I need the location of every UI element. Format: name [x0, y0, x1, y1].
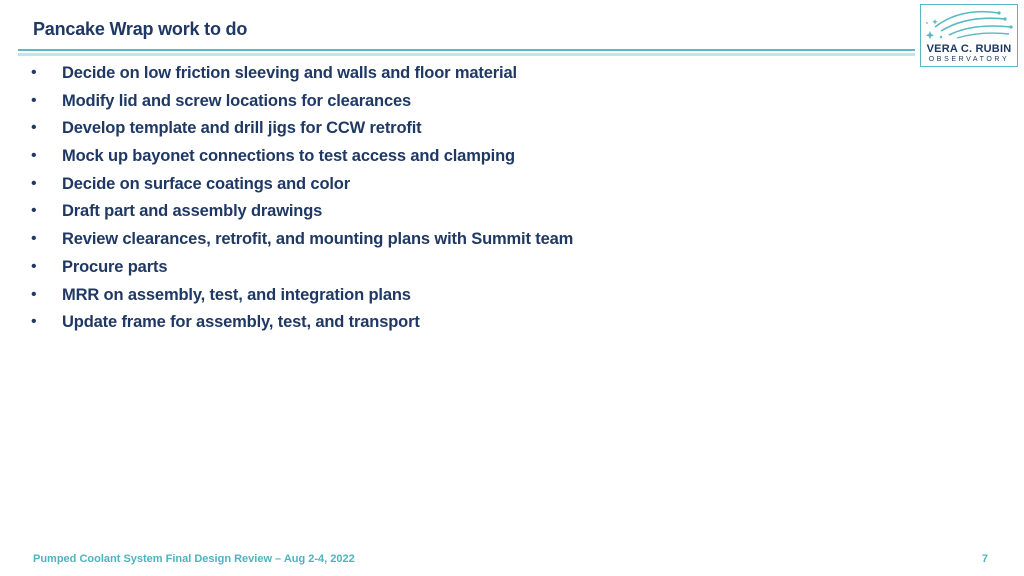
page-number: 7: [981, 553, 988, 565]
list-item-text: Develop template and drill jigs for CCW retrofit: [62, 119, 422, 138]
list-item: [0, 311, 573, 339]
title-divider: [18, 49, 915, 51]
title-divider-light: [18, 53, 915, 56]
list-item-text: Decide on low friction sleeving and walls and floor material: [62, 64, 517, 82]
list-item: [0, 173, 573, 201]
bullet-marker: •: [31, 119, 37, 137]
rubin-observatory-logo: [920, 4, 1018, 67]
list-item: [0, 284, 573, 312]
bullet-marker: •: [31, 91, 37, 109]
list-item-text: Update frame for assembly, test, and transport: [62, 313, 420, 332]
list-item: [0, 145, 573, 173]
list-item: [0, 117, 573, 145]
list-item: [0, 200, 573, 228]
list-item-text: Mock up bayonet connections to test access and clamping: [62, 147, 515, 166]
bullet-marker: •: [31, 313, 37, 331]
bullet-marker: •: [31, 174, 37, 192]
list-item: [0, 256, 573, 284]
bullet-marker: •: [31, 147, 37, 165]
bullet-marker: •: [31, 202, 37, 220]
bullet-marker: •: [31, 64, 37, 81]
list-item-text: Review clearances, retrofit, and mounting plans with Summit team: [62, 230, 574, 249]
bullet-marker: •: [31, 230, 37, 248]
list-item: [0, 62, 573, 90]
list-item-text: Procure parts: [62, 257, 168, 276]
slide-title: Pancake Wrap work to do: [33, 19, 248, 39]
list-item-text: Draft part and assembly drawings: [62, 202, 323, 221]
list-item-text: Modify lid and screw locations for clearances: [62, 91, 412, 110]
star-trail-icon: [921, 5, 1017, 45]
bullet-list: [0, 62, 573, 339]
bullet-marker: •: [31, 285, 37, 303]
list-item-text: Decide on surface coatings and color: [62, 174, 351, 193]
logo-subtitle: OBSERVATORY: [928, 56, 1010, 63]
list-item: [0, 90, 573, 118]
list-item: [0, 228, 573, 256]
bullet-marker: •: [31, 257, 37, 275]
list-item-text: MRR on assembly, test, and integration plans: [62, 285, 411, 304]
footer-text: Pumped Coolant System Final Design Review – Aug 2-4, 2022: [33, 553, 355, 565]
logo-name: VERA C. RUBIN: [926, 43, 1012, 55]
